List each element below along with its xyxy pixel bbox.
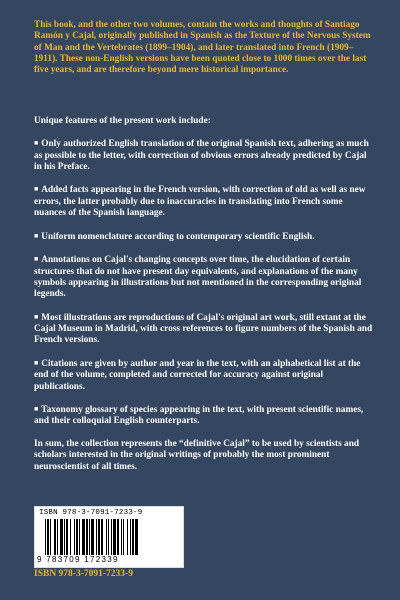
summary-paragraph: In sum, the collection represents the “definitive Cajal” to be used by scientists and scholars interested in the original writings of probably the most prominent neuroscientist of all times.: [34, 439, 360, 472]
barcode-digits: 9 783709 172339: [37, 555, 119, 564]
bullet-icon: ■: [34, 358, 39, 367]
feature-item: ■ Only authorized English translation of the original Spanish text, adhering as much as possible to the letter, with correction of obvious errors already predicted by Cajal in his Preface.: [34, 139, 369, 172]
barcode-bar: [121, 519, 122, 555]
bullet-icon: ■: [34, 255, 39, 264]
barcode-bar: [74, 519, 75, 555]
barcode-bar: [66, 519, 68, 555]
barcode-bar: [111, 519, 112, 555]
barcode-bars: [45, 519, 173, 555]
barcode-bar: [57, 519, 58, 555]
bullet-icon: ■: [34, 312, 39, 321]
barcode-bar: [117, 519, 119, 555]
barcode-bar: [64, 519, 65, 555]
barcode-bar: [76, 519, 78, 555]
feature-item: ■ Added facts appearing in the French version, with correction of old as well as new errors, the latter probably due to inaccuracies in translating into French some nuances of the Spanish language.: [34, 185, 366, 219]
feature-item: ■ Citations are given by author and year in the text, with an alphabetical list at the end of the volume, completed and corrected for accuracy against original publications.: [34, 358, 361, 392]
barcode-bar: [60, 519, 63, 555]
feature-item: ■ Most illustrations are reproductions of Cajal's original art work, still extant at the Cajal Museum in Madrid, with cross references to figure numbers of the Spanish and French versions.: [34, 312, 373, 346]
barcode-bar: [113, 519, 116, 555]
barcode-bar: [123, 519, 124, 555]
barcode-bar: [45, 519, 46, 555]
barcode-bar: [54, 519, 56, 555]
barcode-bar: [101, 519, 103, 555]
barcode-bar: [98, 519, 100, 555]
features-list: [34, 138, 376, 427]
barcode-bar: [79, 519, 80, 555]
isbn-text: ISBN 978-3-7091-7233-9: [34, 569, 133, 579]
barcode-bar: [130, 519, 131, 555]
barcode-bar: [135, 519, 138, 555]
bullet-icon: ■: [34, 185, 39, 194]
intro-paragraph: This book, and the other two volumes, contain the works and thoughts of Santiago Ramón y Cajal, originally published in Spanish as the Texture of the Nervous System of Man and the Vertebrates (1899–1904), and later translated into French (1909–1911). These non-English versions have been quoted close to 1000 times over the last five years, and are therefore beyond mere historical importance.: [34, 20, 371, 76]
barcode-bar: [127, 519, 128, 555]
barcode-isbn-label: ISBN 978-3-7091-7233-9: [39, 509, 143, 517]
feature-item: ■ Uniform nomenclature according to contemporary scientific English.: [34, 231, 315, 242]
barcode-bar: [108, 519, 109, 555]
features-heading: Unique features of the present work include:: [34, 116, 211, 126]
barcode-bar: [89, 519, 90, 555]
feature-item: ■ Annotations on Cajal's changing concepts over time, the elucidation of certain structures that do not have present day equivalents, and explanations of the many symbols appearing in illustrations but not mentioned in the corresponding original legends.: [34, 255, 362, 300]
barcode-bar: [106, 519, 107, 555]
barcode-bar: [47, 519, 49, 555]
barcode-bar: [86, 519, 88, 555]
barcode-bar: [70, 519, 71, 555]
bullet-icon: ■: [34, 405, 39, 414]
feature-item: ■ Taxonomy glossary of species appearing in the text, with present scientific names, and their colloquial English counterparts.: [34, 405, 364, 427]
barcode-bar: [82, 519, 85, 555]
features-section: [34, 116, 376, 473]
barcode-bar: [50, 519, 51, 555]
barcode-bar: [132, 519, 134, 555]
bullet-icon: ■: [34, 231, 39, 240]
barcode-bar: [91, 519, 94, 555]
barcode-bar: [96, 519, 97, 555]
barcode: [34, 506, 184, 568]
bullet-icon: ■: [34, 139, 39, 148]
